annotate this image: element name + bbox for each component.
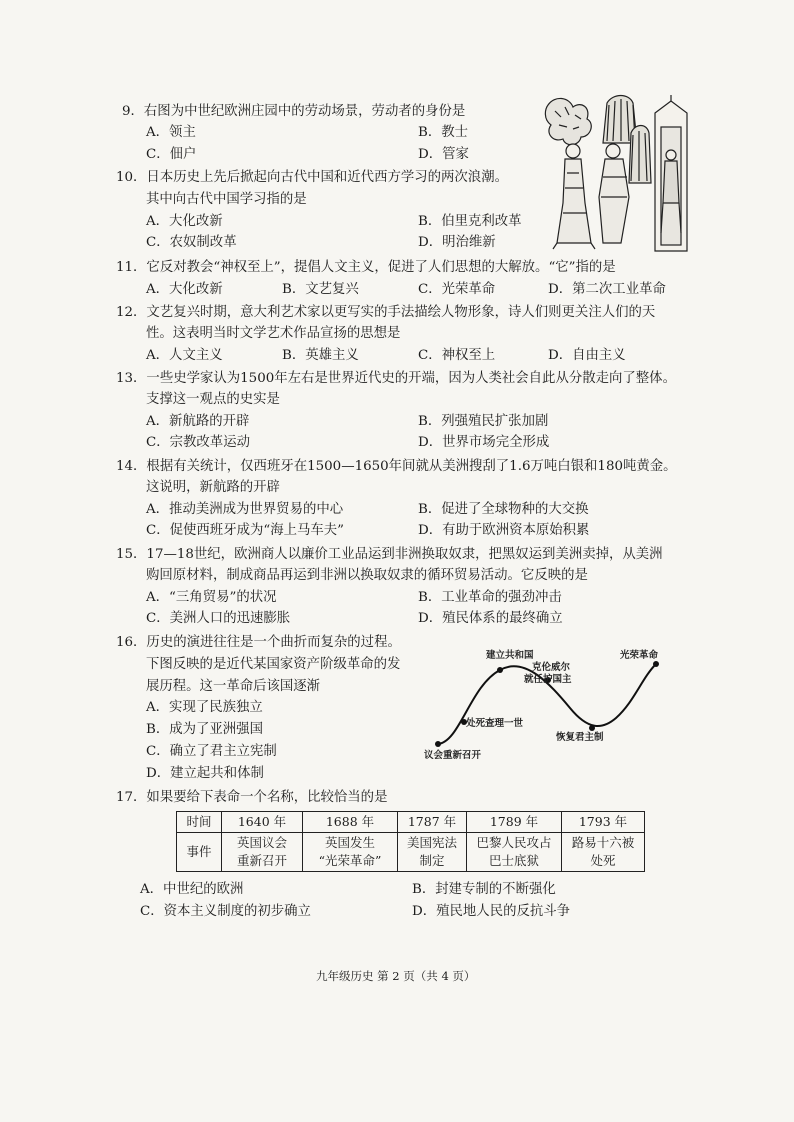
q9-option-c: C．佃户 bbox=[146, 147, 197, 162]
q14-stem-line2: 这说明，新航路的开辟 bbox=[146, 480, 280, 495]
timeline-label-3: 建立共和国 bbox=[486, 650, 534, 661]
q11-option-a: A．大化改新 bbox=[146, 282, 223, 297]
q15-option-c: C．美洲人口的迅速膨胀 bbox=[146, 611, 291, 626]
timeline-point-3 bbox=[497, 667, 503, 673]
q13-option-d: D．世界市场完全形成 bbox=[418, 435, 550, 450]
q12-stem-line2: 性。这表明当时文学艺术作品宣扬的思想是 bbox=[146, 326, 401, 341]
q9-option-b: B．教士 bbox=[418, 125, 469, 140]
timeline-point-5 bbox=[589, 725, 595, 731]
revolution-timeline-diagram bbox=[420, 646, 676, 764]
q12-option-c: C．神权至上 bbox=[418, 348, 496, 363]
q16-option-d: D．建立起共和体制 bbox=[146, 766, 264, 781]
table-cell-year: 1787 年 bbox=[398, 812, 467, 833]
q12-option-b: B．英雄主义 bbox=[282, 348, 359, 363]
table-cell-event: 英国发生 “光荣革命” bbox=[303, 833, 398, 872]
timeline-point-1 bbox=[435, 741, 441, 747]
q14-option-c: C．促使西班牙成为“海上马车夫” bbox=[146, 523, 345, 538]
table-cell-event: 美国宪法 制定 bbox=[398, 833, 467, 872]
table-cell-event: 路易十六被 处死 bbox=[562, 833, 645, 872]
q12-option-d: D．自由主义 bbox=[548, 348, 626, 363]
q17-option-b: B．封建专制的不断强化 bbox=[412, 882, 556, 897]
table-cell-event: 英国议会 重新召开 bbox=[222, 833, 303, 872]
timeline-label-5: 恢复君主制 bbox=[556, 732, 604, 743]
table-cell-year: 1789 年 bbox=[467, 812, 562, 833]
q10-stem-line1: 10．日本历史上先后掀起向古代中国和近代西方学习的两次浪潮。 bbox=[116, 170, 508, 185]
q15-stem-line1: 15．17—18世纪，欧洲商人以廉价工业品运到非洲换取奴隶，把黑奴运到美洲卖掉，从美洲 bbox=[116, 547, 663, 562]
q15-option-b: B．工业革命的强劲冲击 bbox=[418, 590, 562, 605]
manor-labor-illustration bbox=[543, 93, 688, 253]
q15-option-d: D．殖民体系的最终确立 bbox=[418, 611, 563, 626]
q9-option-d: D．管家 bbox=[418, 147, 469, 162]
q9-option-a: A．领主 bbox=[146, 125, 196, 140]
q14-stem-line1: 14．根据有关统计，仅西班牙在1500—1650年间就从美洲搜刮了1.6万吨白银和180吨黄金。 bbox=[116, 459, 677, 474]
timeline-point-6 bbox=[653, 661, 659, 667]
table-cell-year: 1793 年 bbox=[562, 812, 645, 833]
q16-option-b: B．成为了亚洲强国 bbox=[146, 722, 263, 737]
page-footer: 九年级历史 第 2 页（共 4 页） bbox=[316, 969, 476, 983]
timeline-label-4: 克伦威尔 bbox=[532, 662, 571, 673]
q10-option-b: B．伯里克利改革 bbox=[418, 214, 522, 229]
table-cell-year: 1640 年 bbox=[222, 812, 303, 833]
timeline-label-2: 处死查理一世 bbox=[466, 718, 524, 729]
q9-stem: 9．右图为中世纪欧洲庄园中的劳动场景，劳动者的身份是 bbox=[122, 104, 466, 119]
table-header-event: 事件 bbox=[177, 833, 222, 872]
q17-option-d: D．殖民地人民的反抗斗争 bbox=[412, 904, 571, 919]
q16-stem-line2: 下图反映的是近代某国家资产阶级革命的发 bbox=[146, 657, 401, 672]
q15-stem-line2: 购回原材料，制成商品再运到非洲以换取奴隶的循环贸易活动。它反映的是 bbox=[146, 568, 588, 583]
q16-option-a: A．实现了民族独立 bbox=[146, 700, 263, 715]
q16-stem-line3: 展历程。这一革命后该国逐渐 bbox=[146, 679, 321, 694]
q14-option-b: B．促进了全球物种的大交换 bbox=[418, 502, 589, 517]
q13-option-a: A．新航路的开辟 bbox=[146, 414, 250, 429]
timeline-label-1: 议会重新召开 bbox=[424, 750, 482, 761]
q15-option-a: A．“三角贸易”的状况 bbox=[146, 590, 277, 605]
q17-option-a: A．中世纪的欧洲 bbox=[140, 882, 244, 897]
q13-option-c: C．宗教改革运动 bbox=[146, 435, 250, 450]
q14-option-a: A．推动美洲成为世界贸易的中心 bbox=[146, 502, 344, 517]
table-row bbox=[177, 833, 645, 872]
q11-stem: 11．它反对教会“神权至上”，提倡人文主义，促进了人们思想的大解放。“它”指的是 bbox=[116, 260, 616, 275]
table-cell-year: 1688 年 bbox=[303, 812, 398, 833]
timeline-label-6: 光荣革命 bbox=[620, 650, 659, 661]
table-row bbox=[177, 812, 645, 833]
q10-option-a: A．大化改新 bbox=[146, 214, 223, 229]
timeline-label-4b: 就任护国主 bbox=[524, 674, 572, 685]
q11-option-d: D．第二次工业革命 bbox=[548, 282, 666, 297]
q14-option-d: D．有助于欧洲资本原始积累 bbox=[418, 523, 590, 538]
events-table bbox=[176, 811, 645, 872]
q13-stem-line2: 支撑这一观点的史实是 bbox=[146, 392, 280, 407]
table-cell-event: 巴黎人民攻占 巴士底狱 bbox=[467, 833, 562, 872]
table-header-time: 时间 bbox=[177, 812, 222, 833]
q10-option-d: D．明治维新 bbox=[418, 235, 496, 250]
q17-option-c: C．资本主义制度的初步确立 bbox=[140, 904, 311, 919]
q11-option-c: C．光荣革命 bbox=[418, 282, 496, 297]
q11-option-b: B．文艺复兴 bbox=[282, 282, 359, 297]
q13-option-b: B．列强殖民扩张加剧 bbox=[418, 414, 549, 429]
q17-stem: 17．如果要给下表命一个名称，比较恰当的是 bbox=[116, 790, 388, 805]
q10-option-c: C．农奴制改革 bbox=[146, 235, 237, 250]
q16-option-c: C．确立了君主立宪制 bbox=[146, 744, 277, 759]
q16-stem-line1: 16．历史的演进往往是一个曲折而复杂的过程。 bbox=[116, 635, 401, 650]
q12-stem-line1: 12．文艺复兴时期，意大利艺术家以更写实的手法描绘人物形象，诗人们则更关注人们的天 bbox=[116, 305, 656, 320]
q12-option-a: A．人文主义 bbox=[146, 348, 223, 363]
q10-stem-line2: 其中向古代中国学习指的是 bbox=[146, 192, 307, 207]
q13-stem-line1: 13．一些史学家认为1500年左右是世界近代史的开端，因为人类社会自此从分散走向了整体。 bbox=[116, 371, 676, 386]
